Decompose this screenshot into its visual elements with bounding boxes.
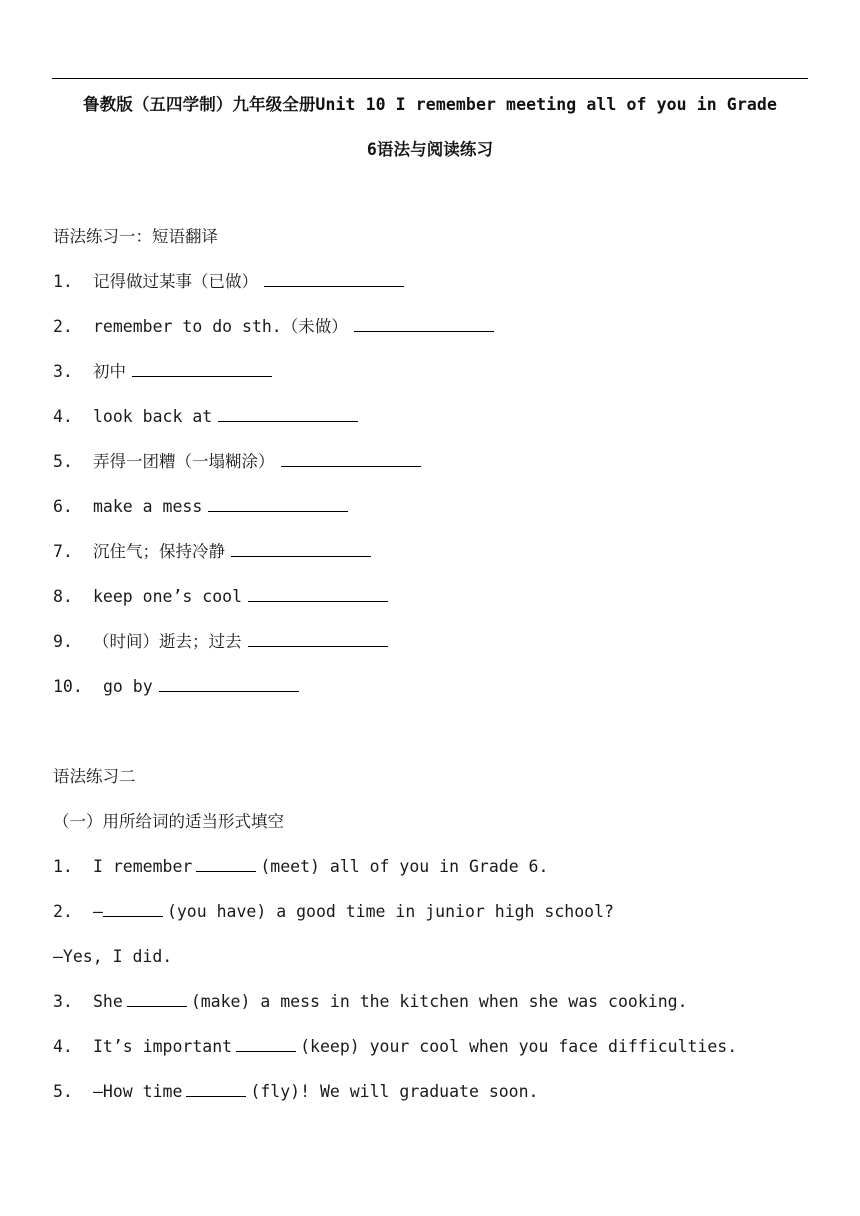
fill-blank[interactable] xyxy=(196,857,256,872)
phrase-item-9 xyxy=(53,631,388,653)
document-title-line-1: 鲁教版（五四学制）九年级全册Unit 10 I remember meeting all of you in Grade xyxy=(83,95,777,114)
item-number: 4. xyxy=(53,1037,73,1056)
item-before: —How time xyxy=(93,1082,183,1101)
item-text: keep one’s cool xyxy=(93,587,243,606)
item-text: go by xyxy=(103,677,153,696)
section-1-heading: 语法练习一：短语翻译 xyxy=(53,227,218,246)
item-after: (you have) a good time in junior high school? xyxy=(166,902,614,921)
section-2-heading: 语法练习二 xyxy=(53,767,136,786)
phrase-item-8 xyxy=(53,586,388,608)
item-number: 10. xyxy=(53,677,83,696)
item-before: It’s important xyxy=(93,1037,233,1056)
item-number: 1. xyxy=(53,857,73,876)
item-text: make a mess xyxy=(93,497,203,516)
header-rule xyxy=(52,78,808,79)
answer-blank[interactable] xyxy=(231,542,371,557)
item-number: 9. xyxy=(53,632,73,651)
fill-item-4 xyxy=(53,1036,737,1058)
phrase-item-4 xyxy=(53,406,358,428)
item-before: She xyxy=(93,992,123,1011)
answer-blank[interactable] xyxy=(264,272,404,287)
item-before: I remember xyxy=(93,857,193,876)
item-text: 弄得一团糟（一塌糊涂） xyxy=(93,452,275,471)
fill-item-1 xyxy=(53,856,548,878)
item-after: (meet) all of you in Grade 6. xyxy=(260,857,549,876)
item-after: (fly)! We will graduate soon. xyxy=(250,1082,539,1101)
fill-item-2 xyxy=(53,901,614,923)
fill-blank[interactable] xyxy=(236,1037,296,1052)
fill-blank[interactable] xyxy=(186,1082,246,1097)
answer-blank[interactable] xyxy=(159,677,299,692)
item-number: 7. xyxy=(53,542,73,561)
item-text: 初中 xyxy=(93,362,126,381)
fill-item-2-reply: —Yes, I did. xyxy=(53,947,173,966)
answer-blank[interactable] xyxy=(218,407,358,422)
phrase-item-3 xyxy=(53,361,272,383)
item-number: 1. xyxy=(53,272,73,291)
item-after: (make) a mess in the kitchen when she was cooking. xyxy=(190,992,688,1011)
phrase-item-6 xyxy=(53,496,348,518)
item-text: remember to do sth.（未做） xyxy=(93,317,348,336)
fill-blank[interactable] xyxy=(127,992,187,1007)
item-text: look back at xyxy=(93,407,213,426)
answer-blank[interactable] xyxy=(248,632,388,647)
item-number: 5. xyxy=(53,452,73,471)
answer-blank[interactable] xyxy=(208,497,348,512)
section-2-subheading: （一）用所给词的适当形式填空 xyxy=(53,812,284,831)
item-before: — xyxy=(93,902,103,921)
answer-blank[interactable] xyxy=(248,587,388,602)
phrase-item-5 xyxy=(53,451,421,473)
fill-blank[interactable] xyxy=(103,902,163,917)
fill-item-5 xyxy=(53,1081,539,1103)
phrase-item-10 xyxy=(53,676,299,698)
item-number: 3. xyxy=(53,992,73,1011)
phrase-item-7 xyxy=(53,541,371,563)
document-title-line-2: 6语法与阅读练习 xyxy=(366,140,494,159)
phrase-item-1 xyxy=(53,271,404,293)
answer-blank[interactable] xyxy=(354,317,494,332)
phrase-item-2 xyxy=(53,316,494,338)
item-number: 4. xyxy=(53,407,73,426)
item-number: 8. xyxy=(53,587,73,606)
item-text: （时间）逝去；过去 xyxy=(93,632,242,651)
item-text: 记得做过某事（已做） xyxy=(93,272,258,291)
item-number: 2. xyxy=(53,317,73,336)
item-number: 2. xyxy=(53,902,73,921)
item-number: 5. xyxy=(53,1082,73,1101)
item-text: 沉住气；保持冷静 xyxy=(93,542,225,561)
answer-blank[interactable] xyxy=(132,362,272,377)
item-number: 3. xyxy=(53,362,73,381)
answer-blank[interactable] xyxy=(281,452,421,467)
item-after: (keep) your cool when you face difficulties. xyxy=(300,1037,738,1056)
item-number: 6. xyxy=(53,497,73,516)
fill-item-3 xyxy=(53,991,688,1013)
